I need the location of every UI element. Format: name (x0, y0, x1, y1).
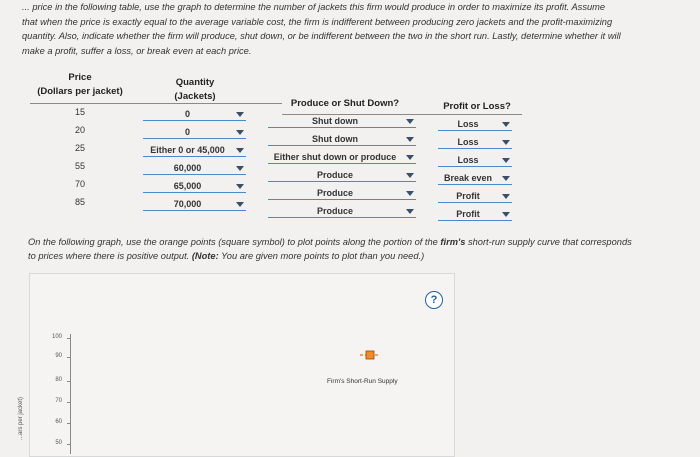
supply-marker-tool[interactable] (359, 349, 381, 361)
chevron-down-icon (236, 112, 244, 117)
decision-value: Shut down (312, 116, 358, 126)
help-icon[interactable]: ? (425, 291, 443, 309)
chevron-down-icon (502, 140, 510, 145)
quantity-value: 0 (184, 127, 190, 137)
profit-dropdown[interactable] (438, 116, 512, 131)
quantity-dropdown[interactable] (143, 178, 246, 193)
profit-value: Loss (457, 119, 479, 129)
quantity-dropdown[interactable] (143, 124, 246, 139)
graph-instructions-part-1: On the following graph, use the orange points (square symbol) to plot points along the portion of the (28, 237, 441, 247)
decision-dropdown[interactable] (268, 185, 416, 200)
price-cell: 15 (75, 107, 86, 117)
chevron-down-icon (502, 194, 510, 199)
graph-instructions (28, 236, 678, 263)
quantity-value: Either 0 or 45,000 (150, 145, 225, 155)
quantity-value: 70,000 (173, 199, 202, 209)
decision-value: Produce (316, 170, 353, 180)
decision-value: Either shut down or produce (273, 152, 397, 162)
decision-dropdown[interactable] (268, 203, 416, 218)
quantity-value: 60,000 (173, 163, 202, 173)
y-axis (70, 334, 71, 454)
chevron-down-icon (236, 184, 244, 189)
profit-value: Profit (456, 209, 480, 219)
chevron-down-icon (502, 122, 510, 127)
instructions-line-2: that when the price is exactly equal to the average variable cost, the firm is indifferent between producing zero jackets and the profit-maximizing (22, 16, 613, 27)
chevron-down-icon (406, 155, 414, 160)
profit-dropdown[interactable] (438, 170, 512, 185)
profit-value: Loss (457, 137, 479, 147)
instructions-text (22, 0, 682, 58)
price-cell: 70 (75, 179, 86, 189)
graph-instructions-bold: firm's (440, 237, 466, 247)
header-rule (30, 103, 282, 104)
chevron-down-icon (406, 173, 414, 178)
decision-dropdown[interactable] (268, 167, 416, 182)
decision-dropdown[interactable] (268, 113, 416, 128)
quantity-header-line-1: Quantity (175, 77, 215, 88)
y-tick-mark (67, 381, 71, 382)
square-marker-icon (366, 351, 374, 359)
quantity-value: 65,000 (173, 181, 202, 191)
profit-value: Profit (456, 191, 480, 201)
decision-dropdown[interactable] (268, 149, 416, 164)
price-cell: 85 (75, 197, 86, 207)
profit-dropdown[interactable] (438, 188, 512, 203)
quantity-value: 0 (184, 109, 190, 119)
decision-value: Produce (316, 188, 353, 198)
legend-label: Firm's Short-Run Supply (327, 378, 398, 385)
y-axis-label: ...ars per jacket) (18, 396, 24, 440)
price-header (30, 72, 130, 97)
y-tick-label: 50 (55, 440, 62, 446)
y-tick-label: 70 (55, 398, 62, 404)
chevron-down-icon (406, 137, 414, 142)
price-cell: 55 (75, 161, 86, 171)
quantity-dropdown[interactable] (143, 196, 246, 211)
decision-value: Shut down (312, 134, 358, 144)
instructions-line-3: quantity. Also, indicate whether the firm will produce, shut down, or be indifferent between the two in the short run. Lastly, determine whether it will (22, 31, 621, 41)
graph-instructions-line-2: to prices where there is positive output. (28, 250, 192, 261)
profit-value: Loss (457, 155, 479, 165)
instructions-line-1: ... price in the following table, use the graph to determine the number of jackets this firm would produce in order to maximize its profit. Assume (22, 2, 606, 12)
chevron-down-icon (502, 158, 510, 163)
profit-dropdown[interactable] (438, 152, 512, 167)
graph-note-rest: You are given more points to plot than you need.) (218, 250, 425, 261)
profit-header: Profit or Loss? (443, 101, 511, 112)
y-tick-label: 100 (51, 334, 62, 340)
graph-note-bold: (Note: (191, 250, 219, 261)
price-header-line-1: Price (68, 72, 92, 83)
chevron-down-icon (236, 166, 244, 171)
quantity-dropdown[interactable] (143, 106, 246, 121)
chevron-down-icon (406, 191, 414, 196)
chevron-down-icon (236, 130, 244, 135)
graph-panel[interactable] (29, 273, 455, 457)
y-tick-label: 90 (55, 353, 62, 359)
decision-dropdown[interactable] (268, 131, 416, 146)
y-tick-label: 60 (55, 419, 62, 425)
y-tick-label: 80 (55, 377, 62, 383)
profit-dropdown[interactable] (438, 134, 512, 149)
quantity-header-line-2: (Jackets) (174, 91, 216, 102)
quantity-header (150, 77, 240, 102)
price-header-line-2: (Dollars per jacket) (37, 86, 123, 97)
instructions-line-4: make a profit, suffer a loss, or break even at each price. (22, 45, 252, 56)
profit-value: Break even (443, 173, 493, 183)
y-tick-mark (67, 402, 71, 403)
y-tick-mark (67, 357, 71, 358)
chevron-down-icon (502, 212, 510, 217)
decision-header: Produce or Shut Down? (290, 98, 400, 109)
profit-dropdown[interactable] (438, 206, 512, 221)
quantity-dropdown[interactable] (143, 142, 246, 157)
chevron-down-icon (236, 148, 244, 153)
price-cell: 20 (75, 125, 86, 135)
chevron-down-icon (502, 176, 510, 181)
chevron-down-icon (236, 202, 244, 207)
y-tick-mark (67, 423, 71, 424)
graph-instructions-part-2: short-run supply curve that corresponds (465, 237, 632, 247)
y-tick-mark (67, 338, 71, 339)
chevron-down-icon (406, 119, 414, 124)
price-cell: 25 (75, 143, 86, 153)
quantity-dropdown[interactable] (143, 160, 246, 175)
chevron-down-icon (406, 209, 414, 214)
y-tick-mark (67, 444, 71, 445)
decision-value: Produce (316, 206, 353, 216)
